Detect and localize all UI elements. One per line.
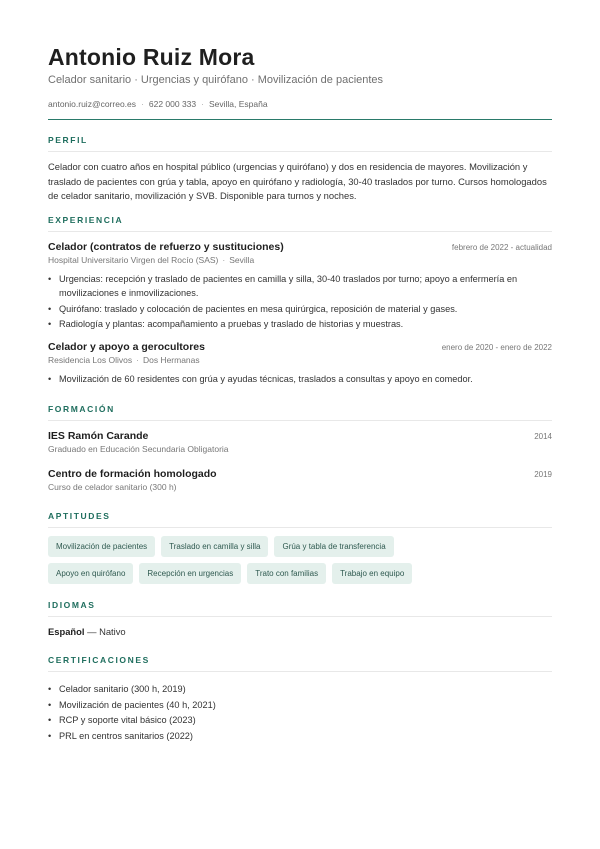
job-entry xyxy=(48,240,552,332)
section-title: CERTIFICACIONES xyxy=(48,655,552,672)
certification-list xyxy=(48,682,552,743)
education-year: 2019 xyxy=(534,470,552,479)
list-item: • Urgencias: recepción y traslado de pacientes en camilla y silla, 30-40 traslados por turno; apoyo a enfermería en movilizaciones e inmovilizaciones. xyxy=(48,272,552,301)
section-certificaciones xyxy=(48,655,552,743)
job-org-name: Residencia Los Olivos xyxy=(48,354,133,365)
section-title: FORMACIÓN xyxy=(48,404,552,421)
org-separator: · xyxy=(136,354,139,365)
education-entry xyxy=(48,429,552,455)
contact-phone: 622 000 333 xyxy=(148,99,197,109)
education-detail: Graduado en Educación Secundaria Obligatoria xyxy=(48,444,229,454)
job-bullets xyxy=(48,372,552,387)
section-title: EXPERIENCIA xyxy=(48,215,552,232)
skill-chip: Trato con familias xyxy=(247,563,326,584)
school-name: Centro de formación homologado xyxy=(48,468,217,480)
headline: Celador sanitario · Urgencias y quirófano · Movilización de pacientes xyxy=(48,74,384,86)
contact-separator: · xyxy=(201,99,204,109)
header-divider xyxy=(48,119,552,120)
list-item: • PRL en centros sanitarios (2022) xyxy=(48,729,552,744)
section-experiencia xyxy=(48,215,552,387)
language-entry xyxy=(48,625,552,639)
job-entry xyxy=(48,340,552,387)
education-year: 2014 xyxy=(534,432,552,441)
contact-location: Sevilla, España xyxy=(208,99,268,109)
list-item: • Movilización de pacientes (40 h, 2021) xyxy=(48,698,552,713)
skill-chip: Recepción en urgencias xyxy=(139,563,241,584)
list-item: • RCP y soporte vital básico (2023) xyxy=(48,713,552,728)
school-name: IES Ramón Carande xyxy=(48,430,149,442)
skill-chip: Grúa y tabla de transferencia xyxy=(274,536,393,557)
profile-summary: Celador con cuatro años en hospital público (urgencias y quirófano) y dos en residencia de mayores. Movilización y traslado de pacientes con grúa y tabla, apoyo en quirófano y radiología, 30-40 traslados por turno. Cursos homologados de celador sanitario, movilización y SVB. Disponible para turnos y noches. xyxy=(48,161,547,201)
job-place: Sevilla xyxy=(229,254,255,265)
job-bullets xyxy=(48,272,552,332)
section-idiomas xyxy=(48,600,552,639)
skill-chip: Trabajo en equipo xyxy=(332,563,412,584)
skill-chips xyxy=(48,536,468,584)
section-title: PERFIL xyxy=(48,135,552,152)
job-role: Celador y apoyo a gerocultores xyxy=(48,340,205,353)
section-title: APTITUDES xyxy=(48,511,552,528)
job-org xyxy=(48,354,552,366)
contact-separator: · xyxy=(141,99,144,109)
skill-chip: Traslado en camilla y silla xyxy=(161,536,268,557)
job-place: Dos Hermanas xyxy=(142,354,200,365)
list-item: • Radiología y plantas: acompañamiento a pruebas y traslado de historias y muestras. xyxy=(48,317,552,332)
skill-chip: Movilización de pacientes xyxy=(48,536,155,557)
org-separator: · xyxy=(222,254,226,265)
language-name: Español xyxy=(48,626,85,637)
list-item: • Celador sanitario (300 h, 2019) xyxy=(48,682,552,697)
job-role: Celador (contratos de refuerzo y sustituciones) xyxy=(48,240,284,253)
language-level: Nativo xyxy=(99,626,126,637)
job-org xyxy=(48,254,552,266)
contact-line xyxy=(48,99,552,110)
education-entry xyxy=(48,467,552,493)
section-aptitudes xyxy=(48,511,552,584)
education-detail: Curso de celador sanitario (300 h) xyxy=(48,482,177,492)
contact-email: antonio.ruiz@correo.es xyxy=(48,99,137,109)
section-title: IDIOMAS xyxy=(48,600,552,617)
job-date: febrero de 2022 - actualidad xyxy=(451,242,552,252)
job-date: enero de 2020 - enero de 2022 xyxy=(441,342,552,352)
section-perfil xyxy=(48,135,552,204)
list-item: • Quirófano: traslado y colocación de pacientes en mesa quirúrgica, reposición de material y gases. xyxy=(48,302,552,317)
section-formacion xyxy=(48,404,552,493)
list-item: • Movilización de 60 residentes con grúa y ayudas técnicas, traslados a consultas y apoyo en comedor. xyxy=(48,372,552,387)
skill-chip: Apoyo en quirófano xyxy=(48,563,133,584)
job-org-name: Hospital Universitario Virgen del Rocío (SAS) xyxy=(48,254,219,265)
language-dash: — xyxy=(87,626,97,637)
candidate-name: Antonio Ruiz Mora xyxy=(48,44,255,70)
